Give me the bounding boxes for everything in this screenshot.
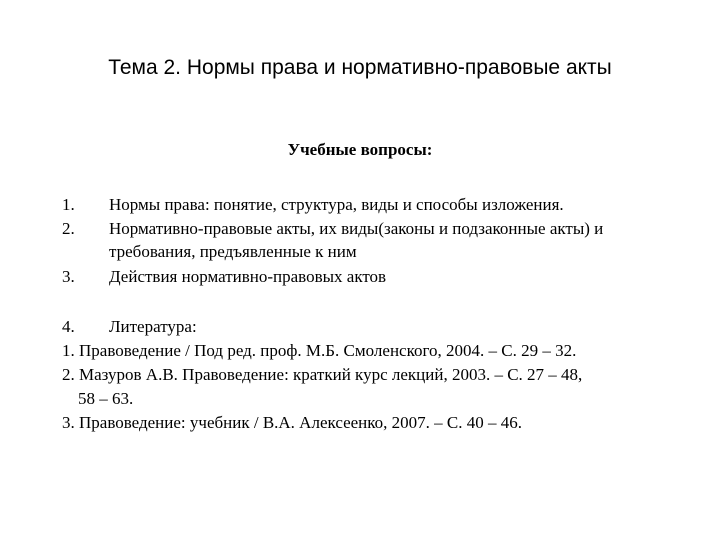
literature-item-continuation: 58 – 63. [78,389,134,408]
question-text: Нормативно-правовые акты, их виды(законы и подзаконные акты) и требования, предъявленные к ним [109,219,604,261]
subtitle: Учебные вопросы: [287,140,433,159]
literature-item: 1. Правоведение / Под ред. проф. М.Б. Смоленского, 2004. – С. 29 – 32. [62,341,577,360]
question-number: 2. [62,219,75,238]
question-number: 1. [62,195,75,214]
literature-item: 3. Правоведение: учебник / В.А. Алексеенко, 2007. – С. 40 – 46. [62,413,522,432]
question-number: 3. [62,267,75,286]
literature-number: 4. [62,317,75,336]
slide-title: Тема 2. Нормы права и нормативно-правовые акты [108,56,612,79]
literature-heading: Литература: [109,317,197,336]
literature-item: 2. Мазуров А.В. Правоведение: краткий курс лекций, 2003. – С. 27 – 48, [62,365,583,384]
question-text: Действия нормативно-правовых актов [109,267,387,286]
question-text: Нормы права: понятие, структура, виды и способы изложения. [109,195,564,214]
